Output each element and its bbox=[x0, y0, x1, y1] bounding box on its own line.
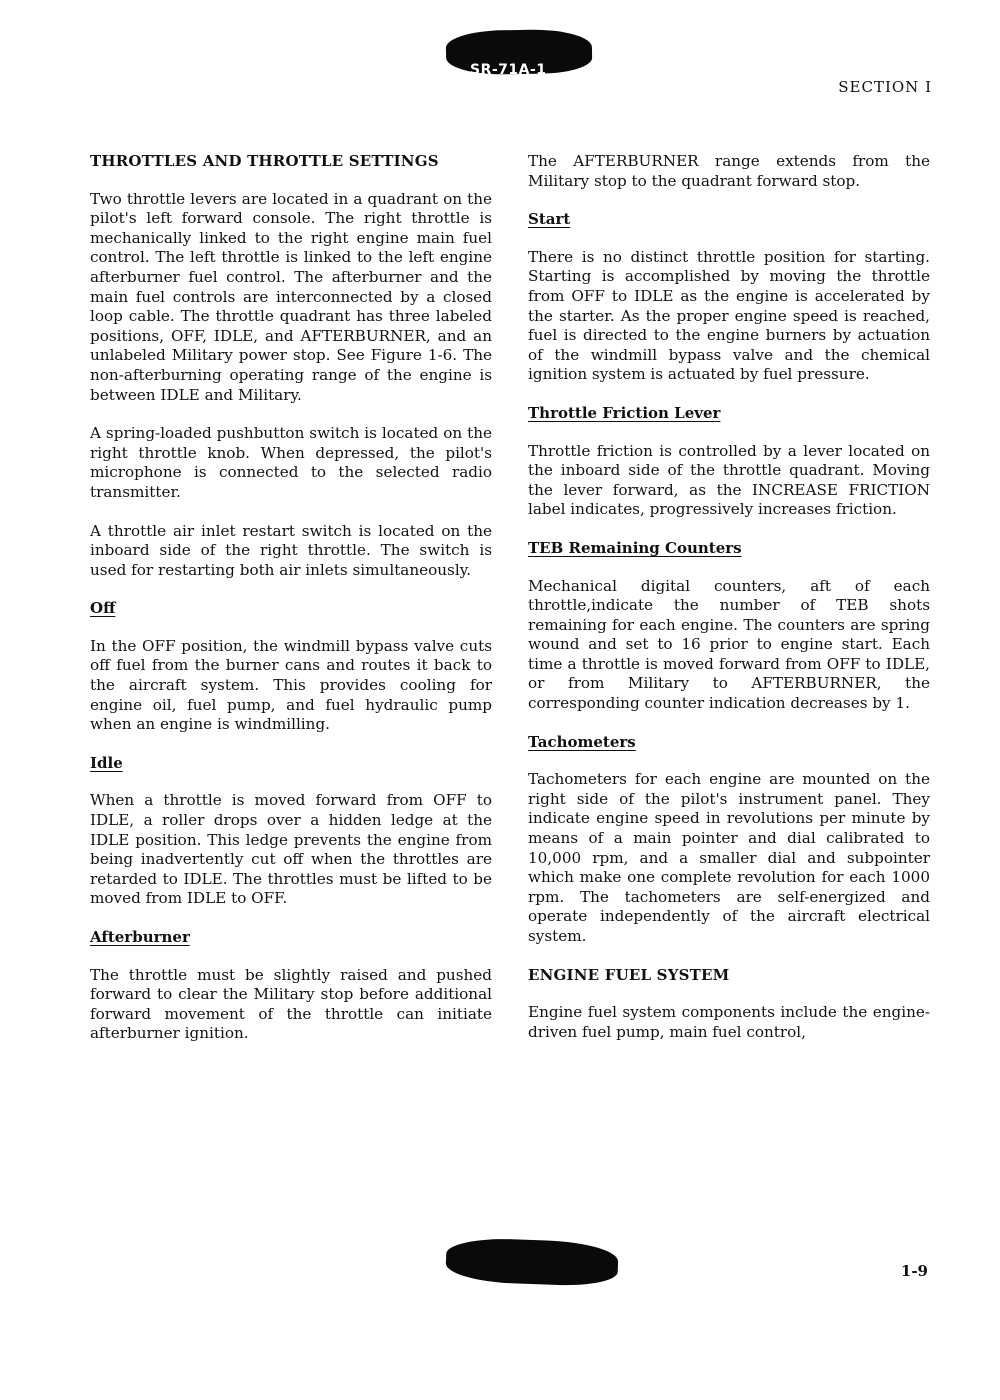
heading-start: Start bbox=[528, 210, 571, 229]
right-column bbox=[528, 152, 930, 1061]
paragraph-start: There is no distinct throttle position for starting. Starting is accomplished by moving the throttle from OFF to IDLE as the engine is accelerated by the starter. As the proper engine speed is reached, fuel is directed to the engine burners by actuation of the windmill bypass valve and the chemical ignition system is actuated by fuel pressure. bbox=[528, 247, 930, 384]
heading-tachometers: Tachometers bbox=[528, 732, 636, 751]
heading-engine-fuel-system: ENGINE FUEL SYSTEM bbox=[528, 965, 730, 984]
paragraph-engine-fuel-system: Engine fuel system components include the engine-driven fuel pump, main fuel control, bbox=[528, 1003, 930, 1041]
paragraph-restart-switch: A throttle air inlet restart switch is located on the inboard side of the right throttle. The switch is used for restarting both air inlets simultaneously. bbox=[90, 521, 492, 579]
heading-teb-counters: TEB Remaining Counters bbox=[528, 538, 742, 557]
paragraph-off: In the OFF position, the windmill bypass valve cuts off fuel from the burner cans and routes it back to the aircraft system. This provides cooling for engine oil, fuel pump, and fuel hydraulic pump when an engine is windmilling. bbox=[90, 636, 492, 734]
heading-throttles: THROTTLES AND THROTTLE SETTINGS bbox=[90, 152, 439, 170]
paragraph-mic-switch: A spring-loaded pushbutton switch is located on the right throttle knob. When depressed, the pilot's microphone is connected to the selected radio transmitter. bbox=[90, 424, 492, 501]
heading-throttle-friction: Throttle Friction Lever bbox=[528, 403, 721, 422]
heading-idle: Idle bbox=[90, 753, 123, 772]
section-label: SECTION I bbox=[838, 78, 932, 96]
page-number: 1-9 bbox=[900, 1262, 928, 1280]
paragraph-afterburner: The throttle must be slightly raised and pushed forward to clear the Military stop before additional forward movement of the throttle can initiate afterburner ignition. bbox=[90, 965, 492, 1043]
paragraph-afterburner-range: The AFTERBURNER range extends from the Military stop to the quadrant forward stop. bbox=[528, 152, 930, 190]
paragraph-throttle-friction: Throttle friction is controlled by a lever located on the inboard side of the throttle quadrant. Moving the lever forward, as the INCREASE FRICTION label indicates, progressively increases friction. bbox=[528, 441, 930, 519]
paragraph-throttle-levers: Two throttle levers are located in a quadrant on the pilot's left forward console. The right throttle is mechanically linked to the right engine main fuel control. The left throttle is linked to the left engine afterburner fuel control. The afterburner and the main fuel controls are interconnected by a closed loop cable. The throttle quadrant has three labeled positions, OFF, IDLE, and AFTERBURNER, and an unlabeled Military power stop. See Figure 1-6. The non-afterburning operating range of the engine is between IDLE and Military. bbox=[90, 189, 492, 404]
left-column bbox=[90, 152, 492, 1063]
heading-off: Off bbox=[90, 599, 116, 618]
paragraph-idle: When a throttle is moved forward from OFF to IDLE, a roller drops over a hidden ledge at the IDLE position. This ledge prevents the engine from being inadvertently cut off when the throttles are retarded to IDLE. The throttles must be lifted to be moved from IDLE to OFF. bbox=[90, 791, 492, 908]
heading-afterburner: Afterburner bbox=[90, 928, 190, 946]
redaction-mark-bottom bbox=[445, 1237, 618, 1287]
paragraph-teb-counters: Mechanical digital counters, aft of each throttle,indicate the number of TEB shots remaining for each engine. The counters are spring wound and set to 16 prior to engine start. Each time a throttle is moved forward from OFF to IDLE, or from Military to AFTERBURNER, the corresponding counter indication decreases by 1. bbox=[528, 576, 930, 713]
paragraph-tachometers: Tachometers for each engine are mounted on the right side of the pilot's instrument panel. They indicate engine speed in revolutions per minute by means of a main pointer and dial calibrated to 10,000 rpm, and a smaller dial and subpointer which make one complete revolution for each 1000 rpm. The tachometers are self-energized and operate independently of the aircraft electrical system. bbox=[528, 770, 930, 945]
document-id: SR-71A-1 bbox=[470, 62, 547, 78]
